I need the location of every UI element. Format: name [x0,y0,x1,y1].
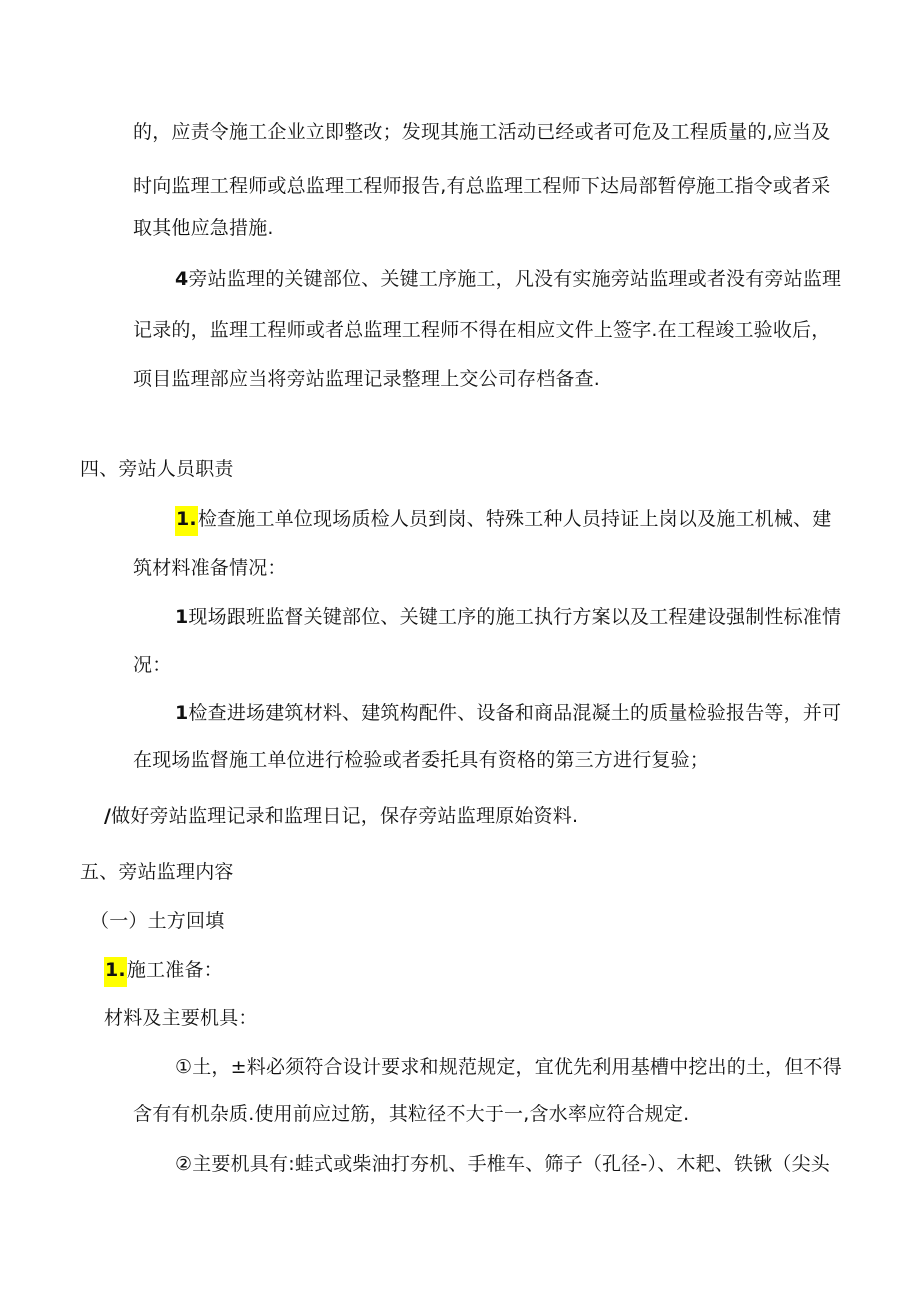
section4-item1-line2: 筑材料准备情况： [133,557,287,579]
section4-item3-line2: 在现场监督施工单位进行检验或者委托具有资格的第三方进行复验； [133,749,710,771]
section4-item2-line1 [175,603,841,631]
section4-item4-number: / [104,805,112,827]
section5-step1-label: 施工准备： [126,959,223,981]
para1-line2: 时向监理工程师或总监理工程师报告,有总监理工程师下达局部暂停施工指令或者采 [133,175,831,197]
section4-item3-number: 1 [175,702,189,724]
section5-m1-line1: ①土，±料必须符合设计要求和规范规定，宜优先利用基槽中挖出的土，但不得 [175,1056,842,1078]
para2-line1 [175,265,841,293]
section5-step1-number: 1. [104,957,127,987]
section4-item2-number: 1 [175,606,189,628]
section5-m2-line1: ②主要机具有:蛙式或柴油打夯机、手椎车、筛子（孔径-）、木耙、铁锹（尖头 [175,1153,830,1175]
section4-item2-text: 现场跟班监督关键部位、关键工序的施工执行方案以及工程建设强制性标准情 [188,606,842,628]
section5-materials: 材料及主要机具： [104,1007,258,1029]
section4-item1-line1 [175,505,831,533]
section4-item1-text: 检查施工单位现场质检人员到岗、特殊工种人员持证上岗以及施工机械、建 [197,508,832,530]
section4-item4-line1 [104,802,578,830]
para2-line1-text: 旁站监理的关键部位、关键工序施工，凡没有实施旁站监理或者没有旁站监理 [188,268,842,290]
section4-item2-line2: 况： [133,654,172,676]
section4-item1-number: 1. [175,506,198,536]
para1-line1: 的，应责令施工企业立即整改；发现其施工活动已经或者可危及工程质量的,应当及 [133,121,831,143]
section5-m1-line2: 含有有机杂质.使用前应过筋，其粒径不大于一,含水率应符合规定. [133,1103,690,1125]
para2-number: 4 [175,268,189,290]
section4-item4-text: 做好旁站监理记录和监理日记，保存旁站监理原始资料. [111,805,579,827]
para2-line2: 记录的，监理工程师或者总监理工程师不得在相应文件上签字.在工程竣工验收后， [133,319,831,341]
para1-line3: 取其他应急措施. [133,217,274,239]
section5-sub1: （一）土方回填 [90,910,225,932]
section5-heading: 五、旁站监理内容 [80,861,234,883]
para2-line3: 项目监理部应当将旁站监理记录整理上交公司存档备查. [133,368,601,390]
section4-heading: 四、旁站人员职责 [80,458,234,480]
section4-item3-line1 [175,699,841,727]
section4-item3-text: 检查进场建筑材料、建筑构配件、设备和商品混凝土的质量检验报告等，并可 [188,702,842,724]
section5-step1 [104,956,223,984]
